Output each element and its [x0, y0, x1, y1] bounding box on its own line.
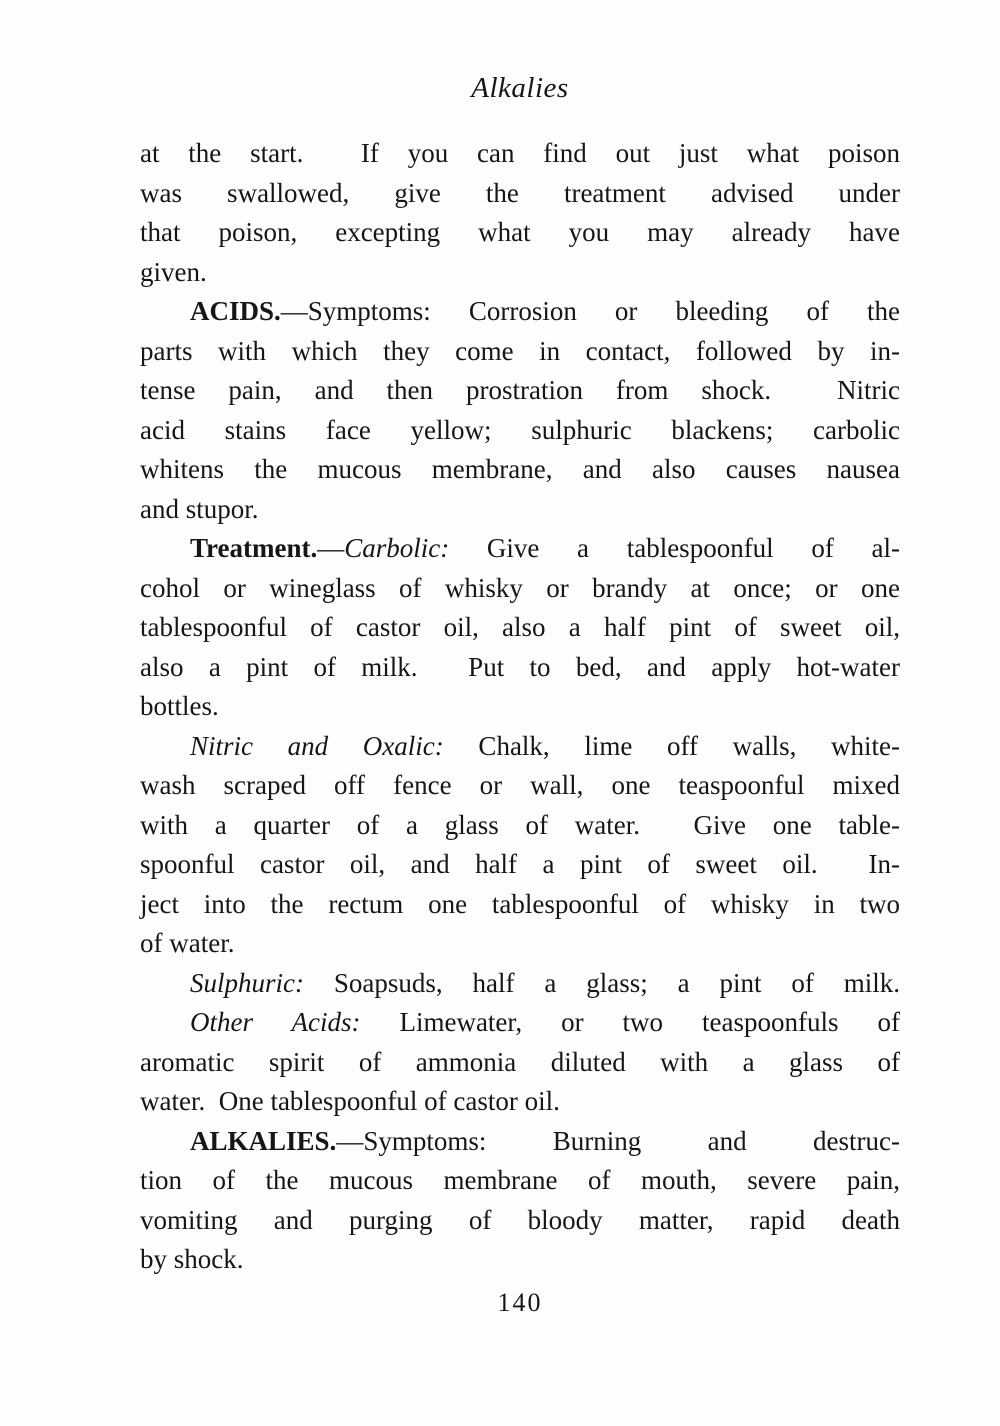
bold-text: Treatment.	[190, 533, 318, 563]
text-segment: —Symptoms: Burning and destruc-	[336, 1125, 900, 1156]
text-line	[140, 648, 900, 688]
text-segment: aromatic spirit of ammonia diluted with a glass of	[140, 1046, 900, 1077]
text-line	[140, 371, 900, 411]
text-segment: by shock.	[140, 1244, 244, 1274]
text-line	[140, 964, 900, 1004]
text-segment: wash scraped off fence or wall, one teaspoonful mixed	[140, 770, 900, 800]
text-segment: tense pain, and then prostration from shock. Nitric	[140, 375, 900, 405]
text-segment: with a quarter of a glass of water. Give one table-	[140, 809, 900, 840]
text-line	[140, 924, 900, 964]
text-segment: at the start. If you can find out just what poison	[140, 138, 900, 168]
text-line	[140, 450, 900, 490]
text-segment: and stupor.	[140, 493, 259, 524]
text-line	[140, 608, 900, 648]
italic-text: Other Acids:	[190, 1007, 361, 1037]
text-segment: tablespoonful of castor oil, also a half pint of sweet oil,	[140, 612, 900, 642]
text-line	[140, 1122, 900, 1162]
text-line	[140, 411, 900, 451]
text-segment: parts with which they come in contact, followed by in-	[140, 335, 900, 366]
text-segment: Soapsuds, half a glass; a pint of milk.	[304, 967, 900, 998]
paragraph	[140, 1122, 900, 1280]
paragraph	[140, 529, 900, 727]
text-line	[140, 806, 900, 846]
text-segment: that poison, excepting what you may already have	[140, 217, 900, 247]
text-line	[140, 766, 900, 806]
text-line	[140, 1043, 900, 1083]
paragraph	[140, 727, 900, 964]
text-segment: vomiting and purging of bloody matter, rapid death	[140, 1204, 900, 1235]
bold-text: ACIDS.	[190, 296, 281, 326]
text-line	[140, 174, 900, 214]
text-segment: Limewater, or two teaspoonfuls of	[360, 1007, 900, 1037]
text-line	[140, 490, 900, 530]
text-line	[140, 885, 900, 925]
text-segment: bottles.	[140, 691, 219, 721]
text-line	[140, 687, 900, 727]
text-line	[140, 1201, 900, 1241]
text-line	[140, 1161, 900, 1201]
bold-text: ALKALIES.	[190, 1125, 337, 1156]
text-segment: spoonful castor oil, and half a pint of sweet oil. In-	[140, 849, 900, 879]
text-segment: —	[317, 533, 345, 563]
text-line	[140, 1082, 900, 1122]
text-segment: also a pint of milk. Put to bed, and apply hot-water	[140, 651, 900, 682]
text-segment: water. One tablespoonful of castor oil.	[140, 1086, 560, 1116]
text-segment: ject into the rectum one tablespoonful of whisky in two	[140, 888, 900, 919]
text-segment: was swallowed, give the treatment advised under	[140, 177, 900, 208]
text-line	[140, 727, 900, 767]
text-segment: —Symptoms: Corrosion or bleeding of the	[280, 296, 900, 326]
text-line	[140, 529, 900, 569]
text-segment: whitens the mucous membrane, and also causes nausea	[140, 454, 900, 484]
text-segment: Chalk, lime off walls, white-	[443, 730, 900, 761]
text-line	[140, 134, 900, 174]
page-number: 140	[497, 1288, 543, 1317]
text-line	[140, 292, 900, 332]
text-line	[140, 569, 900, 609]
italic-text: Carbolic:	[344, 533, 450, 563]
italic-text: Sulphuric:	[190, 967, 304, 998]
text-segment: cohol or wineglass of whisky or brandy at once; or one	[140, 572, 900, 603]
text-line	[140, 1003, 900, 1043]
text-line	[140, 332, 900, 372]
text-segment: tion of the mucous membrane of mouth, severe pain,	[140, 1165, 900, 1195]
italic-text: Nitric and Oxalic:	[190, 730, 444, 761]
text-segment: acid stains face yellow; sulphuric blackens; carbolic	[140, 414, 900, 445]
paragraph	[140, 292, 900, 529]
page-body	[140, 134, 900, 1280]
page-header: Alkalies	[471, 72, 569, 104]
text-line	[140, 253, 900, 293]
text-segment: of water.	[140, 928, 235, 958]
text-line	[140, 1240, 900, 1280]
text-segment: Give a tablespoonful of al-	[449, 533, 900, 563]
paragraph	[140, 964, 900, 1004]
paragraph	[140, 134, 900, 292]
text-line	[140, 845, 900, 885]
text-line	[140, 213, 900, 253]
text-segment: given.	[140, 256, 207, 287]
paragraph	[140, 1003, 900, 1122]
